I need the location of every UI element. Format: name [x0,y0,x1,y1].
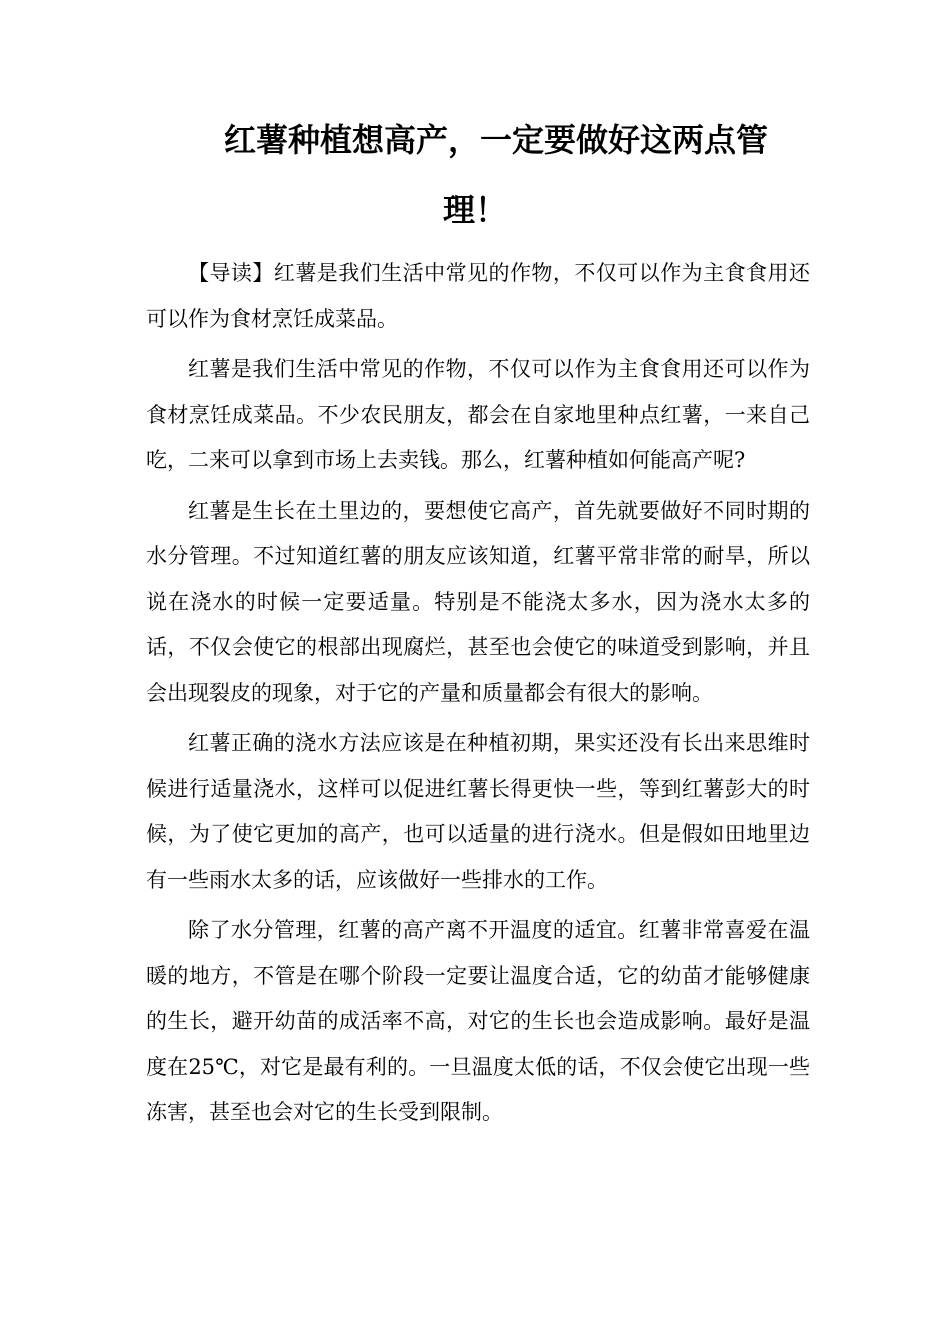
title-line-1: 红薯种植想高产，一定要做好这两点管 [224,121,769,159]
title-line-2: 理！ [442,191,507,229]
article-body [146,251,810,1141]
paragraph: 除了水分管理，红薯的高产离不开温度的适宜。红薯非常喜爱在温暖的地方，不管是在哪个阶段一定要让温度合适，它的幼苗才能够健康的生长，避开幼苗的成活率不高，对它的生长也会造成影响。最好是温度在25℃，对它是最有利的。一旦温度太低的话，不仅会使它出现一些冻害，甚至也会对它的生长受到限制。 [146,918,810,1124]
paragraph: 红薯是我们生活中常见的作物，不仅可以作为主食食用还可以作为食材烹饪成菜品。不少农民朋友，都会在自家地里种点红薯，一来自己吃，二来可以拿到市场上去卖钱。那么，红薯种植如何能高产呢? [146,357,810,472]
paragraph-intro: 【导读】红薯是我们生活中常见的作物，不仅可以作为主食食用还可以作为食材烹饪成菜品。 [146,261,810,331]
paragraph: 红薯是生长在土里边的，要想使它高产，首先就要做好不同时期的水分管理。不过知道红薯的朋友应该知道，红薯平常非常的耐旱，所以说在浇水的时候一定要适量。特别是不能浇太多水，因为浇水太多的话，不仅会使它的根部出现腐烂，甚至也会使它的味道受到影响，并且会出现裂皮的现象，对于它的产量和质量都会有很大的影响。 [146,498,810,705]
paragraph: 红薯正确的浇水方法应该是在种植初期，果实还没有长出来思维时候进行适量浇水，这样可以促进红薯长得更快一些，等到红薯彭大的时候，为了使它更加的高产，也可以适量的进行浇水。但是假如田地里边有一些雨水太多的话，应该做好一些排水的工作。 [146,731,810,892]
